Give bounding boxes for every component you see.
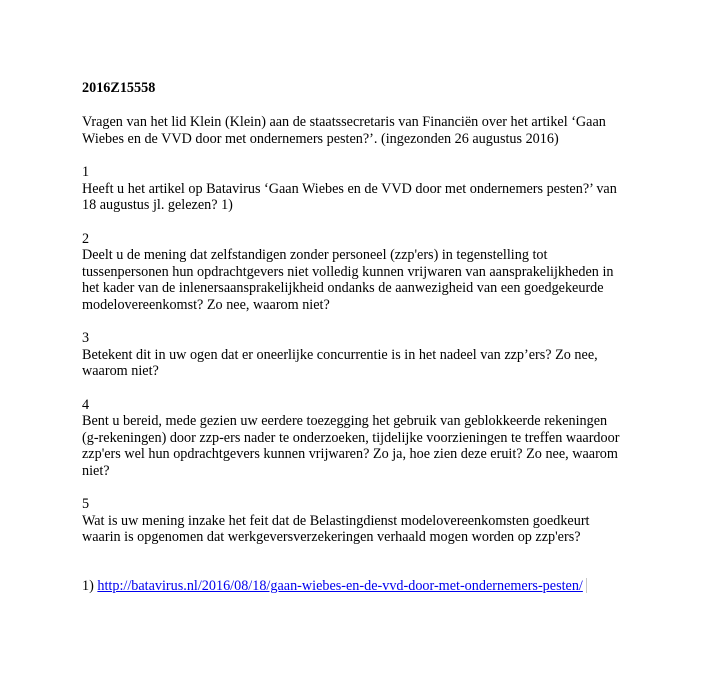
footnote bbox=[82, 578, 682, 595]
question-text: Betekent dit in uw ogen dat er oneerlijke concurrentie is in het nadeel van zzp’ers? Zo nee, waarom niet? bbox=[82, 346, 598, 379]
question-5 bbox=[82, 496, 682, 546]
footnote-marker: 1) bbox=[82, 577, 94, 594]
question-number: 5 bbox=[82, 496, 90, 512]
footnote-link[interactable]: http://batavirus.nl/2016/08/18/gaan-wiebes-en-de-vvd-door-met-ondernemers-pesten/ bbox=[97, 577, 583, 594]
question-1 bbox=[82, 164, 682, 214]
question-text: Deelt u de mening dat zelfstandigen zonder personeel (zzp'ers) in tegenstelling tot tussenpersonen hun opdrachtgevers niet volledig kunnen vrijwaren van aansprakelijkheden in het kader van de inlenersaansprakelijkheid ondanks de aanwezigheid van een goedgekeurde modelovereenkomst? Zo nee, waarom niet? bbox=[82, 247, 614, 313]
text-cursor bbox=[586, 578, 587, 593]
question-number: 2 bbox=[82, 230, 90, 247]
question-text: Heeft u het artikel op Batavirus ‘Gaan Wiebes en de VVD door met ondernemers pesten?’ van 18 augustus jl. gelezen? 1) bbox=[82, 180, 617, 213]
question-text: Bent u bereid, mede gezien uw eerdere toezegging het gebruik van geblokkeerde rekeningen (g-rekeningen) door zzp-ers nader te onderzoeken, tijdelijke voorzieningen te treffen waardoor zzp'ers wel hun opdrachtgevers kunnen vrijwaren? Zo ja, hoe zien deze eruit? Zo nee, waarom niet? bbox=[82, 413, 620, 479]
document-body bbox=[82, 80, 682, 595]
question-2 bbox=[82, 231, 682, 314]
question-3 bbox=[82, 330, 682, 380]
question-number: 3 bbox=[82, 330, 90, 346]
question-number: 4 bbox=[82, 396, 90, 413]
intro-paragraph: Vragen van het lid Klein (Klein) aan de staatssecretaris van Financiën over het artikel ‘Gaan Wiebes en de VVD door met ondernemers pesten?’. (ingezonden 26 augustus 2016) bbox=[82, 114, 606, 147]
question-text: Wat is uw mening inzake het feit dat de Belastingdienst modelovereenkomsten goedkeurt waarin is opgenomen dat werkgeversverzekeringen verhaald mogen worden op zzp'ers? bbox=[82, 512, 590, 545]
question-number: 1 bbox=[82, 164, 90, 180]
document-id: 2016Z15558 bbox=[82, 80, 156, 96]
question-4 bbox=[82, 397, 682, 480]
